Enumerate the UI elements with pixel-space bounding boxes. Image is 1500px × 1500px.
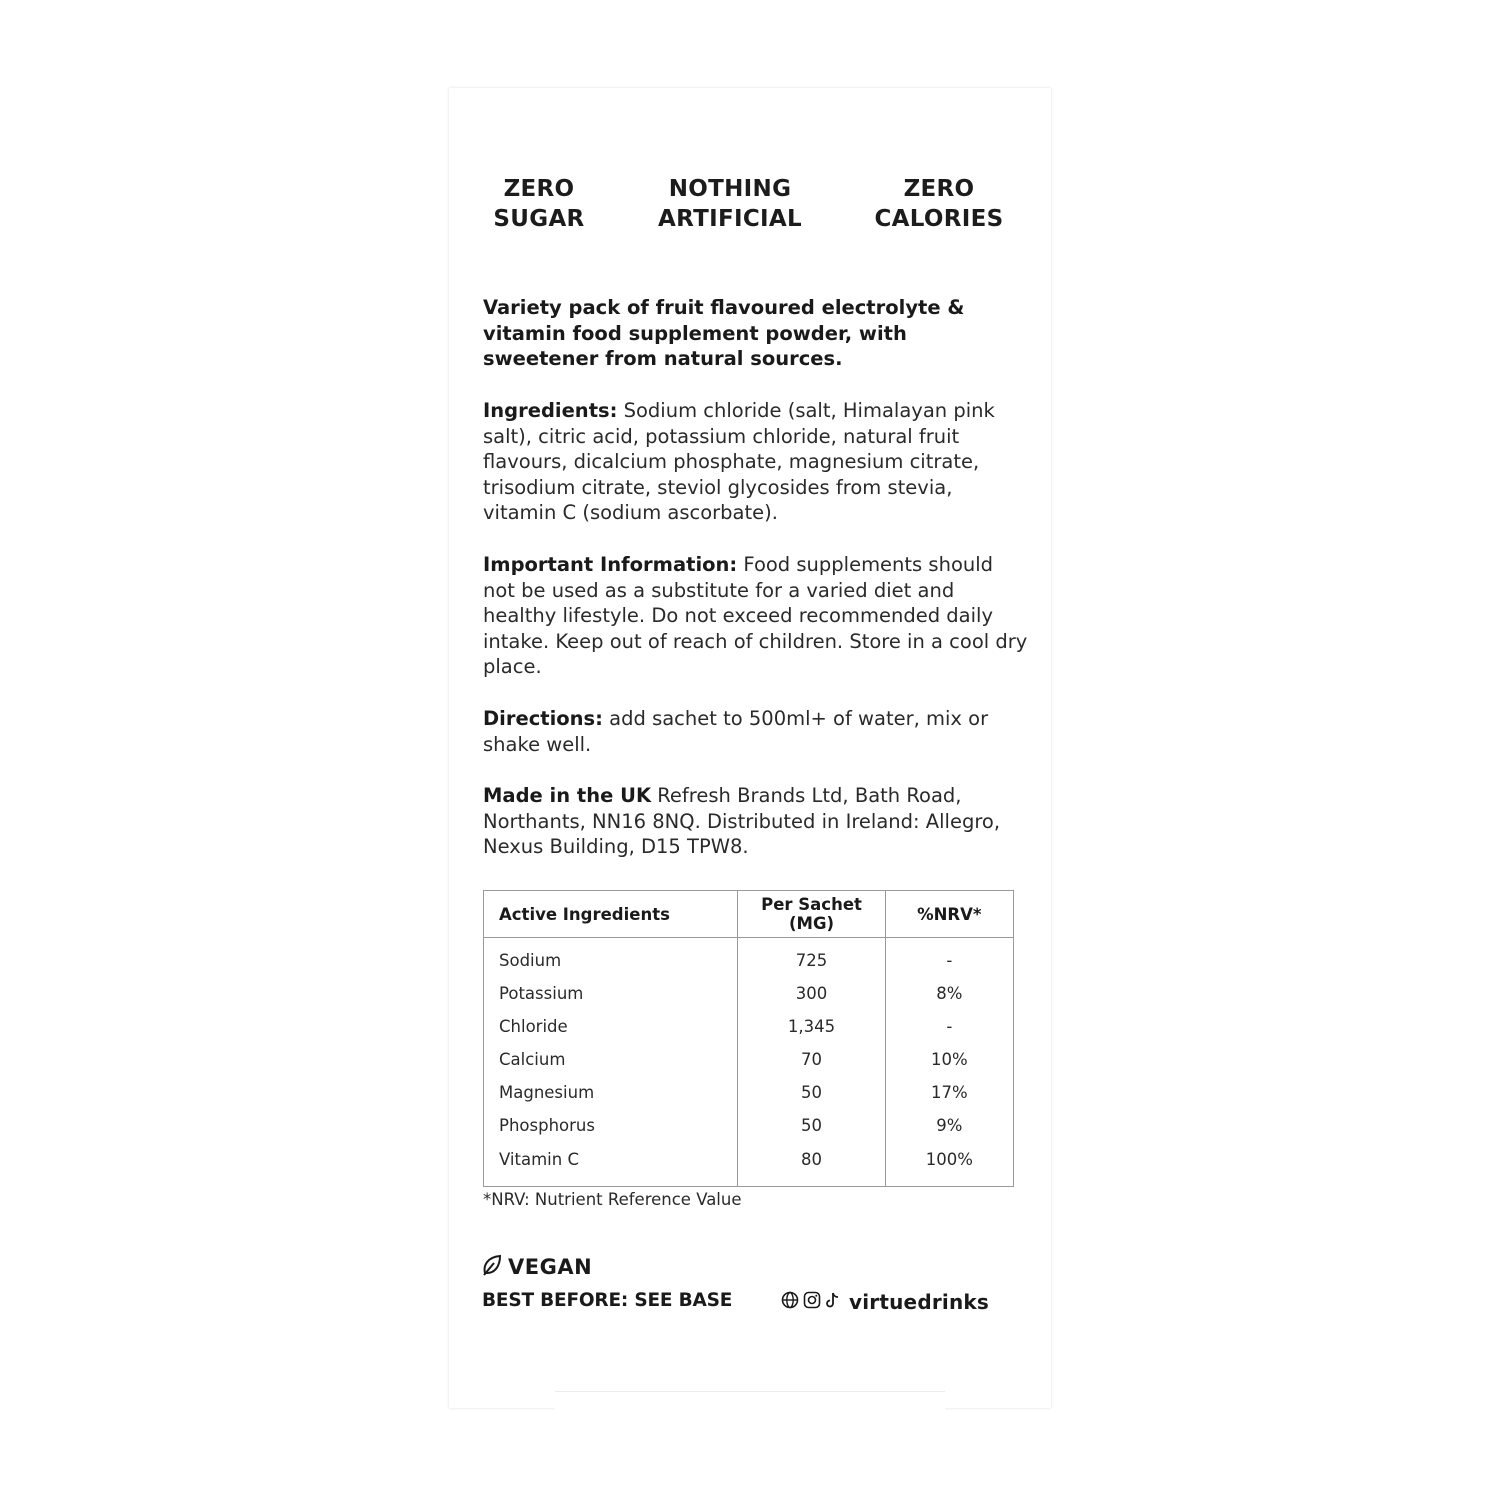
directions-label: Directions: [483, 707, 603, 730]
directions-section [483, 706, 1028, 757]
table-row: Calcium 70 10% [484, 1043, 1014, 1076]
active-ingredients-table [483, 890, 1014, 1187]
table-header-row [484, 891, 1014, 938]
table-row: Sodium 725 - [484, 938, 1014, 978]
claim-zero-sugar: ZERO SUGAR [493, 176, 585, 232]
leaf-icon [482, 1254, 508, 1281]
vegan-label: VEGAN [508, 1255, 593, 1279]
product-description: Variety pack of fruit flavoured electrolyte & vitamin food supplement powder, with sweetener from natural sources. [483, 296, 965, 371]
social-handle: virtuedrinks [849, 1290, 989, 1314]
table-row: Phosphorus 50 9% [484, 1109, 1014, 1142]
important-info-label: Important Information: [483, 553, 738, 576]
ingredients-label: Ingredients: [483, 399, 618, 422]
column-header-nrv: %NRV* [885, 891, 1013, 938]
table-row: Vitamin C 80 100% [484, 1142, 1014, 1187]
vegan-badge [482, 1253, 592, 1281]
nrv-footnote: *NRV: Nutrient Reference Value [483, 1190, 742, 1209]
claim-nothing-artificial: NOTHING ARTIFICIAL [658, 176, 802, 232]
ingredients-section [483, 398, 1028, 526]
column-header-per-sachet: Per Sachet (MG) [738, 891, 885, 938]
table-row: Magnesium 50 17% [484, 1076, 1014, 1109]
made-in-label: Made in the UK [483, 784, 652, 807]
important-info-section [483, 552, 1028, 680]
directions-text: add sachet to 500ml+ of water, mix or shake well. [483, 707, 989, 756]
column-header-ingredient: Active Ingredients [484, 891, 738, 938]
label-bottom-tab [555, 1391, 945, 1412]
social-handles [781, 1290, 989, 1314]
best-before: BEST BEFORE: SEE BASE [482, 1290, 733, 1311]
globe-icon [781, 1290, 803, 1314]
instagram-icon [803, 1290, 825, 1314]
claims-row [449, 174, 1051, 244]
table-row: Potassium 300 8% [484, 977, 1014, 1010]
tiktok-icon [825, 1290, 845, 1314]
claim-zero-calories: ZERO CALORIES [874, 176, 1004, 232]
manufacturer-section [483, 783, 1028, 860]
table-row: Chloride 1,345 - [484, 1010, 1014, 1043]
important-info-text: Food supplements should not be used as a substitute for a varied diet and healthy lifestyle. Do not exceed recommended daily intake. Keep out of reach of children. Store in a cool dry place. [483, 553, 1028, 679]
ingredients-text: Sodium chloride (salt, Himalayan pink salt), citric acid, potassium chloride, natural fruit flavours, dicalcium phosphate, magnesium citrate, trisodium citrate, steviol glycosides from stevia, vitamin C (sodium ascorbate). [483, 399, 995, 525]
made-in-text: Refresh Brands Ltd, Bath Road, Northants, NN16 8NQ. Distributed in Ireland: Allegro, Nexus Building, D15 TPW8. [483, 784, 1001, 859]
